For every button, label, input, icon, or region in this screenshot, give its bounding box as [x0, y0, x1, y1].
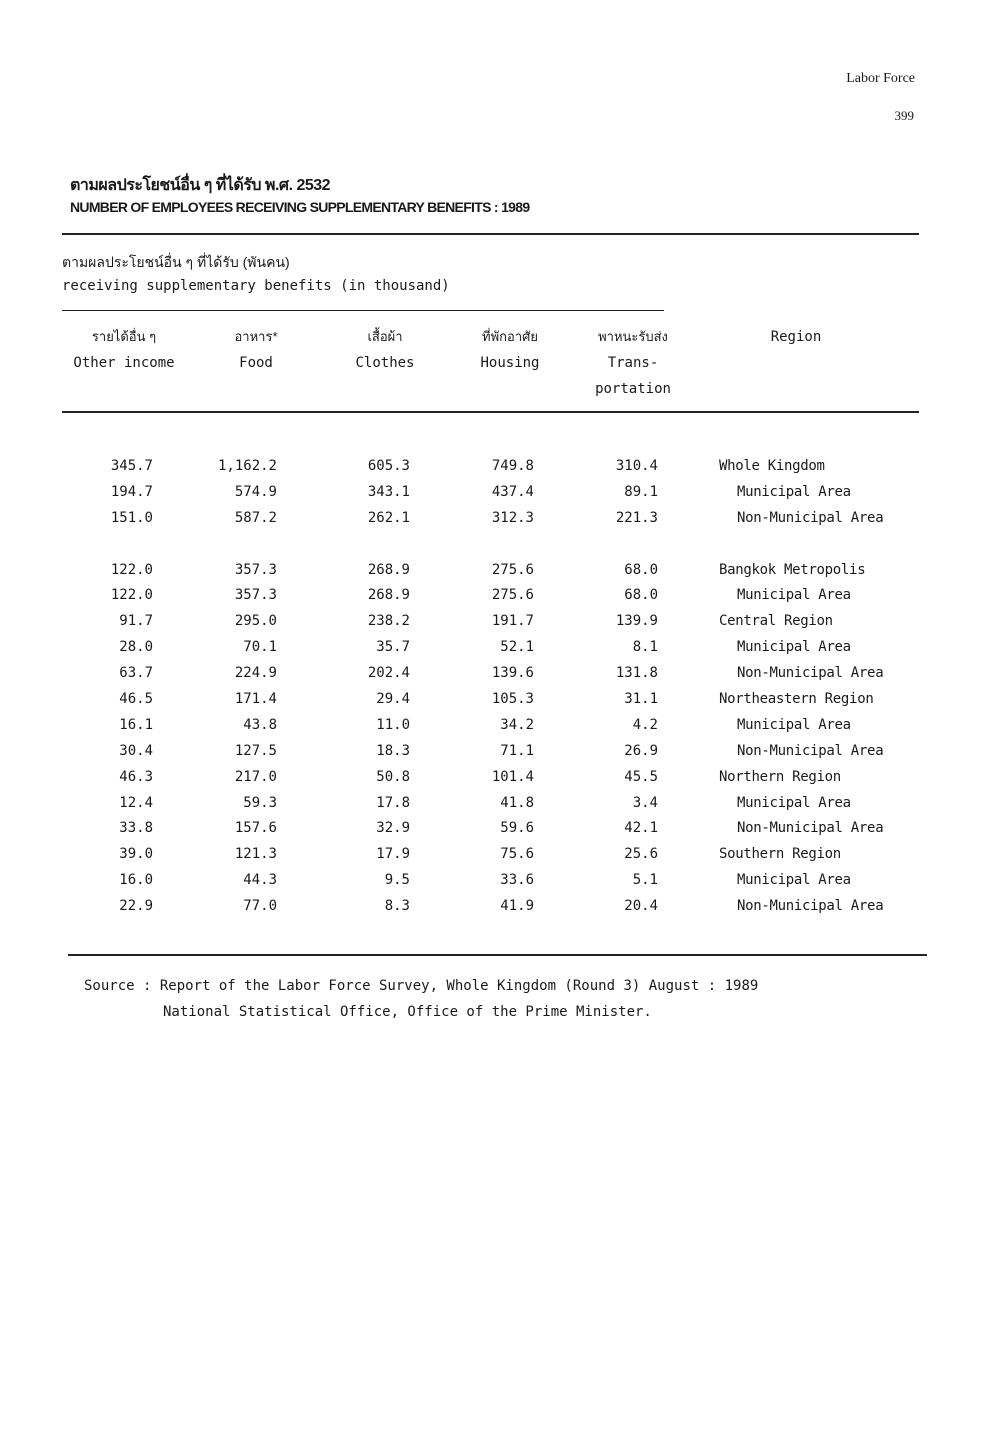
- cell-clothes: 268.9: [367, 587, 410, 603]
- cell-food: 127.5: [234, 743, 277, 759]
- cell-food: 121.3: [234, 846, 277, 862]
- cell-clothes: 202.4: [367, 665, 410, 681]
- table-row: [0, 738, 990, 764]
- cell-housing: 191.7: [491, 613, 534, 629]
- column-header-region: [716, 324, 876, 350]
- table-row: [0, 505, 990, 531]
- header-rule: [62, 411, 919, 413]
- cell-housing: 312.3: [491, 510, 534, 526]
- cell-other-income: 194.7: [110, 484, 153, 500]
- cell-food: 357.3: [234, 587, 277, 603]
- cell-food: 217.0: [234, 769, 277, 785]
- cell-other-income: 12.4: [119, 795, 153, 811]
- column-header-thai: อาหาร*: [234, 329, 278, 344]
- cell-food: 295.0: [234, 613, 277, 629]
- cell-region: Municipal Area: [737, 717, 851, 733]
- cell-food: 574.9: [234, 484, 277, 500]
- cell-clothes: 268.9: [367, 562, 410, 578]
- cell-housing: 59.6: [500, 820, 534, 836]
- cell-housing: 437.4: [491, 484, 534, 500]
- cell-region: Southern Region: [719, 846, 841, 862]
- cell-food: 44.3: [243, 872, 277, 888]
- cell-other-income: 122.0: [110, 562, 153, 578]
- cell-region: Non-Municipal Area: [737, 665, 884, 681]
- cell-housing: 275.6: [491, 562, 534, 578]
- column-header-transportation: [553, 324, 713, 402]
- cell-clothes: 343.1: [367, 484, 410, 500]
- cell-other-income: 63.7: [119, 665, 153, 681]
- cell-region: Northern Region: [719, 769, 841, 785]
- table-row: [0, 867, 990, 893]
- cell-region: Non-Municipal Area: [737, 898, 884, 914]
- cell-other-income: 28.0: [119, 639, 153, 655]
- cell-transportation: 68.0: [624, 587, 658, 603]
- cell-food: 70.1: [243, 639, 277, 655]
- cell-clothes: 238.2: [367, 613, 410, 629]
- cell-clothes: 29.4: [376, 691, 410, 707]
- table-row: [0, 557, 990, 583]
- cell-region: Whole Kingdom: [719, 458, 825, 474]
- cell-region: Non-Municipal Area: [737, 510, 884, 526]
- cell-transportation: 3.4: [632, 795, 658, 811]
- cell-housing: 75.6: [500, 846, 534, 862]
- cell-other-income: 30.4: [119, 743, 153, 759]
- column-header-english: Food: [239, 355, 273, 371]
- cell-region: Municipal Area: [737, 484, 851, 500]
- bottom-rule: [68, 954, 927, 956]
- column-header-english: Housing: [480, 355, 540, 371]
- source-line-2: National Statistical Office, Office of the Prime Minister.: [163, 1004, 652, 1020]
- cell-housing: 52.1: [500, 639, 534, 655]
- cell-region: Municipal Area: [737, 639, 851, 655]
- spanner-caption-thai: ตามผลประโยชน์อื่น ๆ ที่ได้รับ (พันคน): [62, 254, 290, 270]
- cell-food: 587.2: [234, 510, 277, 526]
- cell-transportation: 25.6: [624, 846, 658, 862]
- cell-region: Municipal Area: [737, 795, 851, 811]
- top-rule: [62, 233, 919, 235]
- table-row: [0, 660, 990, 686]
- cell-region: Northeastern Region: [719, 691, 874, 707]
- table-row: [0, 634, 990, 660]
- column-header-english: Region: [770, 329, 822, 345]
- table-row: [0, 608, 990, 634]
- cell-housing: 105.3: [491, 691, 534, 707]
- table-row: [0, 841, 990, 867]
- column-header-english: Other income: [73, 355, 175, 371]
- cell-clothes: 17.9: [376, 846, 410, 862]
- column-header-thai: รายได้อื่น ๆ: [91, 329, 157, 344]
- cell-clothes: 32.9: [376, 820, 410, 836]
- cell-clothes: 50.8: [376, 769, 410, 785]
- cell-transportation: 89.1: [624, 484, 658, 500]
- cell-clothes: 605.3: [367, 458, 410, 474]
- cell-clothes: 262.1: [367, 510, 410, 526]
- cell-housing: 41.8: [500, 795, 534, 811]
- column-header-thai: ที่พักอาศัย: [482, 329, 538, 344]
- cell-food: 224.9: [234, 665, 277, 681]
- cell-region: Central Region: [719, 613, 833, 629]
- cell-clothes: 18.3: [376, 743, 410, 759]
- cell-other-income: 16.1: [119, 717, 153, 733]
- source-note: [84, 973, 758, 1025]
- cell-other-income: 151.0: [110, 510, 153, 526]
- cell-clothes: 11.0: [376, 717, 410, 733]
- cell-housing: 275.6: [491, 587, 534, 603]
- table-row: [0, 893, 990, 919]
- column-header-thai: เสื้อผ้า: [367, 329, 403, 344]
- table-row: [0, 790, 990, 816]
- cell-transportation: 139.9: [615, 613, 658, 629]
- table-row: [0, 479, 990, 505]
- table-row: [0, 764, 990, 790]
- cell-transportation: 26.9: [624, 743, 658, 759]
- source-line-1: Source : Report of the Labor Force Survey, Whole Kingdom (Round 3) August : 1989: [84, 978, 759, 994]
- cell-housing: 139.6: [491, 665, 534, 681]
- cell-housing: 71.1: [500, 743, 534, 759]
- cell-transportation: 8.1: [632, 639, 658, 655]
- page-number: 399: [894, 108, 914, 123]
- cell-transportation: 221.3: [615, 510, 658, 526]
- cell-other-income: 33.8: [119, 820, 153, 836]
- column-header-english: Trans- portation: [595, 355, 671, 397]
- cell-transportation: 31.1: [624, 691, 658, 707]
- cell-housing: 41.9: [500, 898, 534, 914]
- cell-food: 357.3: [234, 562, 277, 578]
- table-row: [0, 815, 990, 841]
- cell-housing: 749.8: [491, 458, 534, 474]
- running-head: Labor Force: [846, 71, 915, 86]
- table-title-english: NUMBER OF EMPLOYEES RECEIVING SUPPLEMENTARY BENEFITS : 1989: [70, 199, 530, 215]
- cell-food: 59.3: [243, 795, 277, 811]
- cell-food: 43.8: [243, 717, 277, 733]
- cell-transportation: 42.1: [624, 820, 658, 836]
- cell-food: 171.4: [234, 691, 277, 707]
- table-row: [0, 582, 990, 608]
- cell-region: Municipal Area: [737, 587, 851, 603]
- cell-other-income: 91.7: [119, 613, 153, 629]
- spanner-rule: [62, 310, 664, 311]
- cell-region: Municipal Area: [737, 872, 851, 888]
- spanner-caption-english: receiving supplementary benefits (in thousand): [62, 278, 450, 294]
- cell-transportation: 4.2: [632, 717, 658, 733]
- cell-clothes: 9.5: [384, 872, 410, 888]
- cell-other-income: 46.5: [119, 691, 153, 707]
- table-row: [0, 686, 990, 712]
- cell-transportation: 310.4: [615, 458, 658, 474]
- table-row: [0, 712, 990, 738]
- cell-food: 1,162.2: [217, 458, 277, 474]
- table-row: [0, 453, 990, 479]
- cell-other-income: 46.3: [119, 769, 153, 785]
- cell-housing: 34.2: [500, 717, 534, 733]
- cell-region: Non-Municipal Area: [737, 820, 884, 836]
- column-header-english: Clothes: [355, 355, 415, 371]
- cell-transportation: 68.0: [624, 562, 658, 578]
- cell-housing: 101.4: [491, 769, 534, 785]
- cell-clothes: 17.8: [376, 795, 410, 811]
- cell-transportation: 20.4: [624, 898, 658, 914]
- cell-region: Bangkok Metropolis: [719, 562, 866, 578]
- cell-transportation: 45.5: [624, 769, 658, 785]
- cell-region: Non-Municipal Area: [737, 743, 884, 759]
- cell-other-income: 122.0: [110, 587, 153, 603]
- column-header-thai: พาหนะรับส่ง: [598, 329, 668, 344]
- cell-other-income: 16.0: [119, 872, 153, 888]
- cell-other-income: 22.9: [119, 898, 153, 914]
- cell-clothes: 8.3: [384, 898, 410, 914]
- cell-transportation: 5.1: [632, 872, 658, 888]
- table-title-thai: ตามผลประโยชน์อื่น ๆ ที่ได้รับ พ.ศ. 2532: [70, 177, 331, 194]
- cell-food: 157.6: [234, 820, 277, 836]
- cell-other-income: 345.7: [110, 458, 153, 474]
- cell-transportation: 131.8: [615, 665, 658, 681]
- cell-housing: 33.6: [500, 872, 534, 888]
- cell-other-income: 39.0: [119, 846, 153, 862]
- cell-clothes: 35.7: [376, 639, 410, 655]
- cell-food: 77.0: [243, 898, 277, 914]
